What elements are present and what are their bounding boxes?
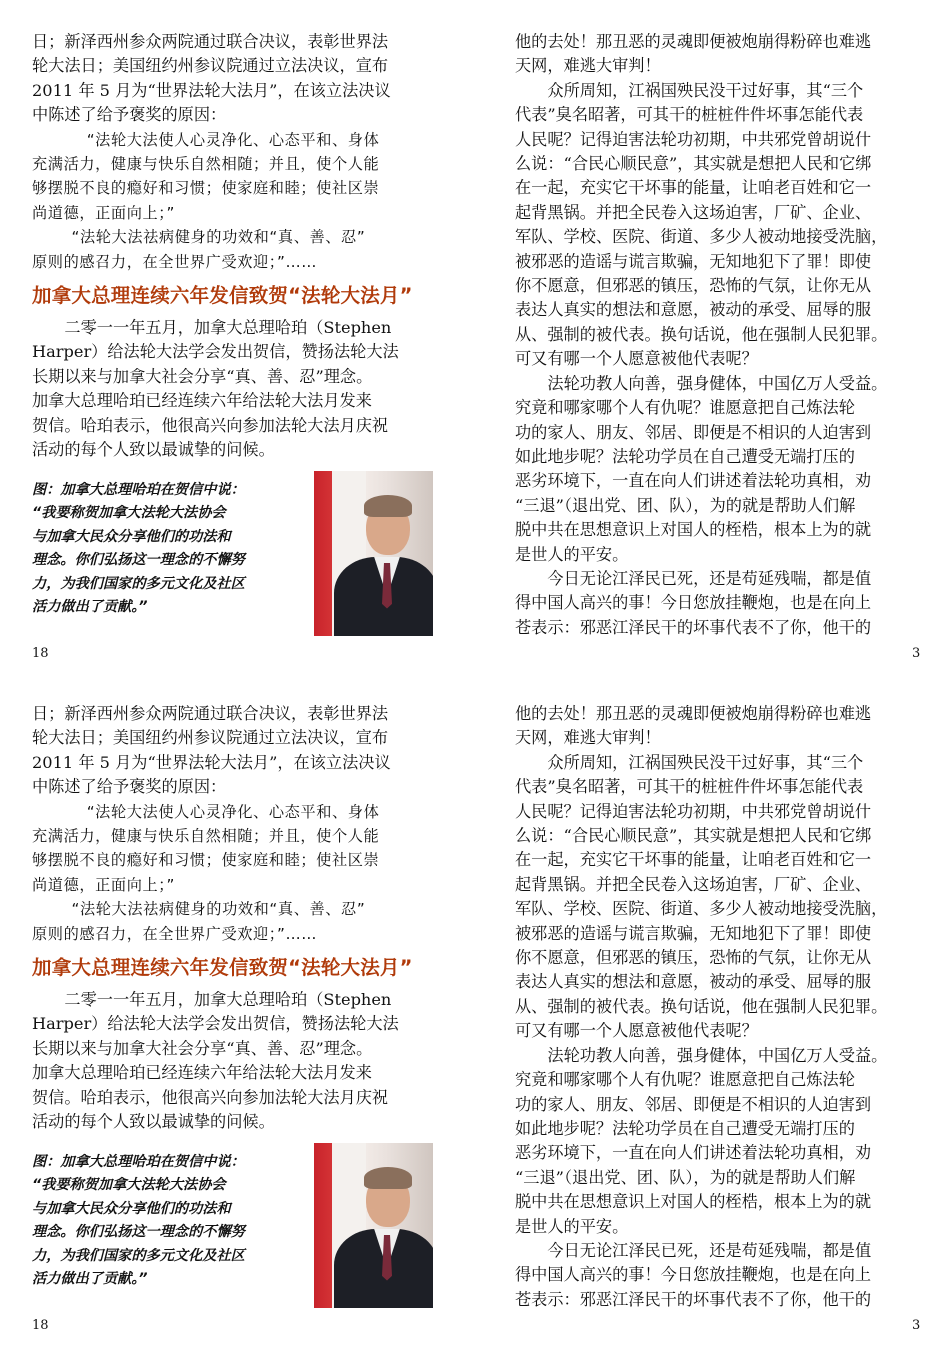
text-line: 加拿大总理哈珀已经连续六年给法轮大法月发来 <box>32 391 372 411</box>
text-line: 众所周知，江祸国殃民没干过好事，其“三个 <box>547 80 864 100</box>
text-line: 是世人的平安。 <box>515 544 629 564</box>
text-line: 如此地步呢？法轮功学员在自己遭受无端打压的 <box>515 446 855 466</box>
page-spread <box>0 0 950 672</box>
text-line: 人民呢？记得迫害法轮功初期，中共邪党曾胡说什 <box>515 801 872 821</box>
text-line: 力，为我们国家的多元文化及社区 <box>32 575 245 592</box>
paragraph-4 <box>515 1239 918 1312</box>
page-number: 3 <box>912 1318 921 1333</box>
section-heading: 加拿大总理连续六年发信致贺“法轮大法月” <box>32 284 413 308</box>
page-number: 3 <box>912 646 921 661</box>
left-page <box>0 672 475 1344</box>
paragraph-2 <box>515 79 918 372</box>
paragraph-3 <box>515 372 918 567</box>
text-line: 可又有哪一个人愿意被他代表呢？ <box>515 1021 758 1041</box>
text-line: 尚道德，正面向上；” <box>32 875 175 894</box>
paragraph-3 <box>515 1044 918 1239</box>
text-line: 力，为我们国家的多元文化及社区 <box>32 1247 245 1264</box>
text-line: 起背黑锅。并把全民卷入这场迫害，厂矿、企业、 <box>515 874 872 894</box>
text-line: 恶劣环境下，一直在向人们讲述着法轮功真相，劝 <box>515 471 872 491</box>
text-line: 他的去处！那丑恶的灵魂即便被炮崩得粉碎也难逃 <box>515 704 872 723</box>
text-line: 中陈述了给予褒奖的原因： <box>32 105 227 125</box>
figure <box>32 471 437 639</box>
body-paragraph <box>32 988 437 1134</box>
text-line: 脱中共在思想意识上对国人的桎梏，根本上为的就 <box>515 1192 872 1212</box>
text-line: 今日无论江泽民已死，还是苟延残喘，都是值 <box>547 568 872 588</box>
text-line: 是世人的平安。 <box>515 1216 629 1236</box>
text-line: 法轮功教人向善，强身健体，中国亿万人受益。 <box>547 1045 888 1065</box>
text-line: 从、强制的被代表。换句话说，他在强制人民犯罪。 <box>515 324 888 344</box>
resolution-quote-1 <box>32 128 437 226</box>
text-line: 脱中共在思想意识上对国人的桎梏，根本上为的就 <box>515 520 872 540</box>
text-line: 轮大法日；美国纽约州参议院通过立法决议，宣布 <box>32 56 389 76</box>
text-line: Harper）给法轮大法学会发出贺信，赞扬法轮大法 <box>32 342 399 362</box>
text-line: 军队、学校、医院、街道、多少人被动地接受洗脑， <box>515 899 888 919</box>
resolution-quote-2 <box>32 225 437 274</box>
text-line: 尚道德，正面向上；” <box>32 203 175 222</box>
body-paragraph <box>32 316 437 462</box>
text-line: 活力做出了贡献。” <box>32 1271 148 1287</box>
text-line: 究竟和哪家哪个人有仇呢？谁愿意把自己炼法轮 <box>515 1070 855 1090</box>
text-line: 人民呢？记得迫害法轮功初期，中共邪党曾胡说什 <box>515 129 872 149</box>
text-line: 苍表示：邪恶江泽民干的坏事代表不了你，他干的 <box>515 617 872 637</box>
paragraph-2 <box>515 751 918 1044</box>
figure-caption <box>32 1151 302 1292</box>
text-line: 理念。你们弘扬这一理念的不懈努 <box>32 552 245 568</box>
text-line: “法轮大法祛病健身的功效和“真、善、忍” <box>71 900 366 919</box>
text-line: “法轮大法使人心灵净化、心态平和、身体 <box>86 130 380 149</box>
paragraph-1 <box>515 30 918 79</box>
text-line: 二零一一年五月，加拿大总理哈珀（Stephen <box>64 318 392 338</box>
text-line: 众所周知，江祸国殃民没干过好事，其“三个 <box>547 752 864 772</box>
text-line: 理念。你们弘扬这一理念的不懈努 <box>32 1224 245 1240</box>
text-line: 功的家人、朋友、邻居、即便是不相识的人迫害到 <box>515 1094 872 1114</box>
text-line: 图：加拿大总理哈珀在贺信中说： <box>32 481 245 498</box>
text-line: 如此地步呢？法轮功学员在自己遭受无端打压的 <box>515 1118 855 1138</box>
text-line: 可又有哪一个人愿意被他代表呢？ <box>515 349 758 369</box>
text-line: 原则的感召力，在全世界广受欢迎；”…… <box>32 924 318 943</box>
left-text-column <box>32 702 437 1311</box>
text-line: 代表”臭名昭著，可其干的桩桩件件坏事怎能代表 <box>515 777 864 797</box>
text-line: 得中国人高兴的事！今日您放挂鞭炮，也是在向上 <box>515 593 872 613</box>
page-number: 18 <box>32 1318 49 1333</box>
left-page <box>0 0 475 672</box>
text-line: 你不愿意，但邪恶的镇压，恐怖的气氛，让你无从 <box>515 276 872 296</box>
section-heading: 加拿大总理连续六年发信致贺“法轮大法月” <box>32 956 413 980</box>
text-line: 从、强制的被代表。换句话说，他在强制人民犯罪。 <box>515 996 888 1016</box>
intro-paragraph <box>32 30 437 128</box>
text-line: 代表”臭名昭著，可其干的桩桩件件坏事怎能代表 <box>515 105 864 125</box>
text-line: 长期以来与加拿大社会分享“真、善、忍”理念。 <box>32 366 373 386</box>
text-line: 活力做出了贡献。” <box>32 599 148 615</box>
text-line: 图：加拿大总理哈珀在贺信中说： <box>32 1153 245 1170</box>
text-line: 加拿大总理哈珀已经连续六年给法轮大法月发来 <box>32 1063 372 1083</box>
text-line: 军队、学校、医院、街道、多少人被动地接受洗脑， <box>515 227 888 247</box>
text-line: 在一起，充实它干坏事的能量，让咱老百姓和它一 <box>515 850 872 870</box>
page-number: 18 <box>32 646 49 661</box>
text-line: 苍表示：邪恶江泽民干的坏事代表不了你，他干的 <box>515 1289 872 1309</box>
text-line: 天网，难逃大审判！ <box>515 728 661 748</box>
text-line: “我要称贺加拿大法轮大法协会 <box>32 1177 226 1193</box>
right-page <box>475 672 950 1344</box>
text-line: 么说：“合民心顺民意”，其实就是想把人民和它绑 <box>515 154 872 174</box>
right-page <box>475 0 950 672</box>
left-text-column <box>32 30 437 639</box>
right-text-column <box>515 702 918 1312</box>
resolution-quote-2 <box>32 897 437 946</box>
resolution-quote-1 <box>32 800 437 898</box>
text-line: 法轮功教人向善，强身健体，中国亿万人受益。 <box>547 373 888 393</box>
text-line: 功的家人、朋友、邻居、即便是不相识的人迫害到 <box>515 422 872 442</box>
text-line: 充满活力，健康与快乐自然相随；并且，使个人能 <box>32 155 380 174</box>
text-line: 在一起，充实它干坏事的能量，让咱老百姓和它一 <box>515 178 872 198</box>
text-line: “三退”（退出党、团、队），为的就是帮助人们解 <box>515 1167 856 1187</box>
paragraph-1 <box>515 702 918 751</box>
text-line: “法轮大法使人心灵净化、心态平和、身体 <box>86 802 380 821</box>
text-line: 2011 年 5 月为“世界法轮大法月”，在该立法决议 <box>32 80 391 100</box>
text-line: 与加拿大民众分享他们的功法和 <box>32 528 231 545</box>
text-line: 够摆脱不良的瘾好和习惯；使家庭和睦；使社区崇 <box>32 179 380 198</box>
text-line: 2011 年 5 月为“世界法轮大法月”，在该立法决议 <box>32 752 391 772</box>
text-line: 与加拿大民众分享他们的功法和 <box>32 1200 231 1217</box>
paragraph-4 <box>515 567 918 640</box>
text-line: 长期以来与加拿大社会分享“真、善、忍”理念。 <box>32 1038 373 1058</box>
text-line: 轮大法日；美国纽约州参议院通过立法决议，宣布 <box>32 728 389 748</box>
intro-paragraph <box>32 702 437 800</box>
text-line: 起背黑锅。并把全民卷入这场迫害，厂矿、企业、 <box>515 202 872 222</box>
text-line: 表达人真实的想法和意愿，被动的承受、屈辱的服 <box>515 972 872 992</box>
text-line: 够摆脱不良的瘾好和习惯；使家庭和睦；使社区崇 <box>32 851 380 870</box>
figure <box>32 1143 437 1311</box>
text-line: “我要称贺加拿大法轮大法协会 <box>32 505 226 521</box>
portrait-hair <box>364 1167 412 1189</box>
text-line: 活动的每个人致以最诚挚的问候。 <box>32 440 275 460</box>
text-line: “法轮大法祛病健身的功效和“真、善、忍” <box>71 228 366 247</box>
portrait-photo <box>314 471 433 636</box>
text-line: 表达人真实的想法和意愿，被动的承受、屈辱的服 <box>515 300 872 320</box>
text-line: Harper）给法轮大法学会发出贺信，赞扬法轮大法 <box>32 1014 399 1034</box>
text-line: 么说：“合民心顺民意”，其实就是想把人民和它绑 <box>515 826 872 846</box>
text-line: 他的去处！那丑恶的灵魂即便被炮崩得粉碎也难逃 <box>515 32 872 51</box>
text-line: 贺信。哈珀表示，他很高兴向参加法轮大法月庆祝 <box>32 415 389 435</box>
text-line: 二零一一年五月，加拿大总理哈珀（Stephen <box>64 990 392 1010</box>
page-spread <box>0 672 950 1344</box>
text-line: “三退”（退出党、团、队），为的就是帮助人们解 <box>515 495 856 515</box>
text-line: 原则的感召力，在全世界广受欢迎；”…… <box>32 252 318 271</box>
text-line: 日；新泽西州参众两院通过联合决议，表彰世界法 <box>32 32 389 51</box>
text-line: 被邪恶的造谣与谎言欺骗，无知地犯下了罪！即使 <box>515 251 872 271</box>
text-line: 得中国人高兴的事！今日您放挂鞭炮，也是在向上 <box>515 1265 872 1285</box>
text-line: 你不愿意，但邪恶的镇压，恐怖的气氛，让你无从 <box>515 948 872 968</box>
portrait-photo <box>314 1143 433 1308</box>
text-line: 充满活力，健康与快乐自然相随；并且，使个人能 <box>32 827 380 846</box>
text-line: 恶劣环境下，一直在向人们讲述着法轮功真相，劝 <box>515 1143 872 1163</box>
text-line: 日；新泽西州参众两院通过联合决议，表彰世界法 <box>32 704 389 723</box>
right-text-column <box>515 30 918 640</box>
text-line: 今日无论江泽民已死，还是苟延残喘，都是值 <box>547 1240 872 1260</box>
text-line: 中陈述了给予褒奖的原因： <box>32 777 227 797</box>
text-line: 贺信。哈珀表示，他很高兴向参加法轮大法月庆祝 <box>32 1087 389 1107</box>
text-line: 被邪恶的造谣与谎言欺骗，无知地犯下了罪！即使 <box>515 923 872 943</box>
text-line: 活动的每个人致以最诚挚的问候。 <box>32 1112 275 1132</box>
figure-caption <box>32 479 302 620</box>
portrait-hair <box>364 495 412 517</box>
text-line: 究竟和哪家哪个人有仇呢？谁愿意把自己炼法轮 <box>515 398 855 418</box>
text-line: 天网，难逃大审判！ <box>515 56 661 76</box>
